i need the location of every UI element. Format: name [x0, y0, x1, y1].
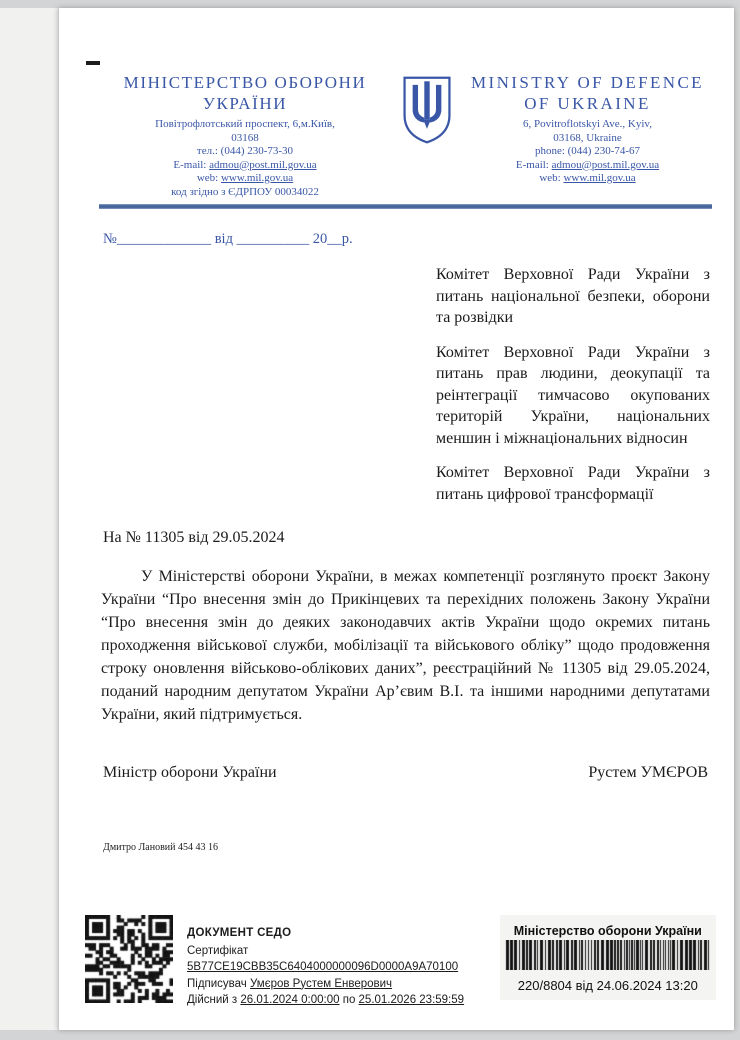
phone-line: тел.: (044) 230-73-30	[196, 145, 294, 157]
trident-emblem-icon	[391, 72, 463, 199]
recipient-committee: Комітет Верховної Ради України з питань національної безпеки, оборони та розвідки	[436, 266, 710, 326]
email-label: E-mail:	[173, 158, 210, 171]
email-line	[99, 159, 391, 173]
letterhead-ukrainian	[99, 72, 391, 199]
valid-to-label: по	[339, 994, 359, 1006]
ministry-title-ua: МІНІСТЕРСТВО ОБОРОНИ УКРАЇНИ	[123, 73, 367, 113]
valid-from: 26.01.2024 0:00:00	[240, 994, 340, 1006]
sedo-title: ДОКУМЕНТ СЕДО	[187, 927, 292, 939]
ministry-title-en: MINISTRY OF DEFENCE OF UKRAINE	[471, 73, 704, 113]
address-line: Повітрофлотський проспект, 6,м.Київ,	[155, 118, 335, 130]
web-label-en: web:	[539, 172, 564, 184]
postal-code: 03168	[231, 131, 259, 144]
postal-code-en: 03168, Ukraine	[553, 131, 622, 144]
letterhead-english	[463, 72, 712, 199]
signer-value: Умєров Рустем Енверович	[250, 977, 393, 990]
web-label: web:	[196, 172, 221, 184]
signer-label: Підписувач	[187, 977, 250, 990]
signature-row	[103, 764, 708, 782]
web-link[interactable]: www.mil.gov.ua	[220, 172, 294, 184]
recipient-committee: Комітет Верховної Ради України з питань прав людини, деокупації та реінтеграції тимчасово окупованих територій України, національних меншин і міжнаціональних відносин	[436, 343, 710, 447]
letterhead	[99, 72, 712, 199]
certificate-label: Сертифікат	[187, 944, 249, 957]
scan-artifact	[86, 61, 100, 65]
outgoing-number-blank-line: №_____________ від __________ 20__р.	[103, 231, 353, 247]
certificate-value: 5B77CE19CBB35C6404000000096D0000A9A70100	[187, 961, 459, 973]
edrpou-code-line: код згідно з ЄДРПОУ 00034022	[171, 185, 319, 198]
stamp-organization: Міністерство оборони України	[513, 924, 702, 938]
header-divider	[99, 204, 712, 209]
validity-line	[187, 992, 500, 1009]
registration-stamp	[500, 915, 716, 1000]
signer-line	[187, 976, 500, 993]
validity-label: Дійсний з	[187, 994, 241, 1006]
email-link-en[interactable]: admou@post.mil.gov.ua	[551, 158, 660, 171]
letter-body: У Міністерстві оборони України, в межах компетенції розглянуто проєкт Закону України “Про внесення змін до Прикінцевих та перехідних положень Закону України “Про внесення змін до деяких законодавчих актів України щодо окремих питань проходження військової служби, мобілізації та військового обліку” щодо продовження строку оновлення військово-облікових даних”, реєстраційний № 11305 від 29.05.2024, поданий народним депутатом України Ар’євим В.І. та іншими народними депутатами України, який підтримується.	[101, 568, 710, 723]
phone-line-en: phone: (044) 230-74-67	[534, 145, 641, 157]
executor-contact: Дмитро Лановий 454 43 16	[103, 842, 218, 853]
sedo-details	[187, 925, 500, 1009]
address-line-en: 6, Povitroflotskyi Ave., Kyiv,	[523, 118, 652, 130]
scan-background-strip	[0, 8, 58, 1030]
document-page	[58, 8, 734, 1030]
valid-to: 25.01.2026 23:59:59	[358, 994, 465, 1006]
electronic-signature-block	[85, 915, 716, 1009]
signer-name: Рустем УМЄРОВ	[588, 764, 708, 781]
email-link[interactable]: admou@post.mil.gov.ua	[209, 158, 317, 171]
web-line	[99, 172, 391, 186]
recipient-committee: Комітет Верховної Ради України з питань цифрової трансформації	[436, 464, 710, 503]
certificate-line	[187, 943, 500, 976]
barcode	[504, 940, 712, 970]
web-link-en[interactable]: www.mil.gov.ua	[563, 172, 636, 184]
email-line-en	[463, 159, 712, 173]
web-line-en	[463, 172, 712, 186]
signer-position: Міністр оборони України	[103, 764, 277, 781]
email-label-en: E-mail:	[515, 158, 552, 171]
stamp-registration-number: 220/8804 від 24.06.2024 13:20	[517, 978, 698, 993]
qr-code	[85, 915, 173, 1003]
recipients-block	[436, 264, 710, 505]
reply-reference: На № 11305 від 29.05.2024	[103, 529, 285, 546]
